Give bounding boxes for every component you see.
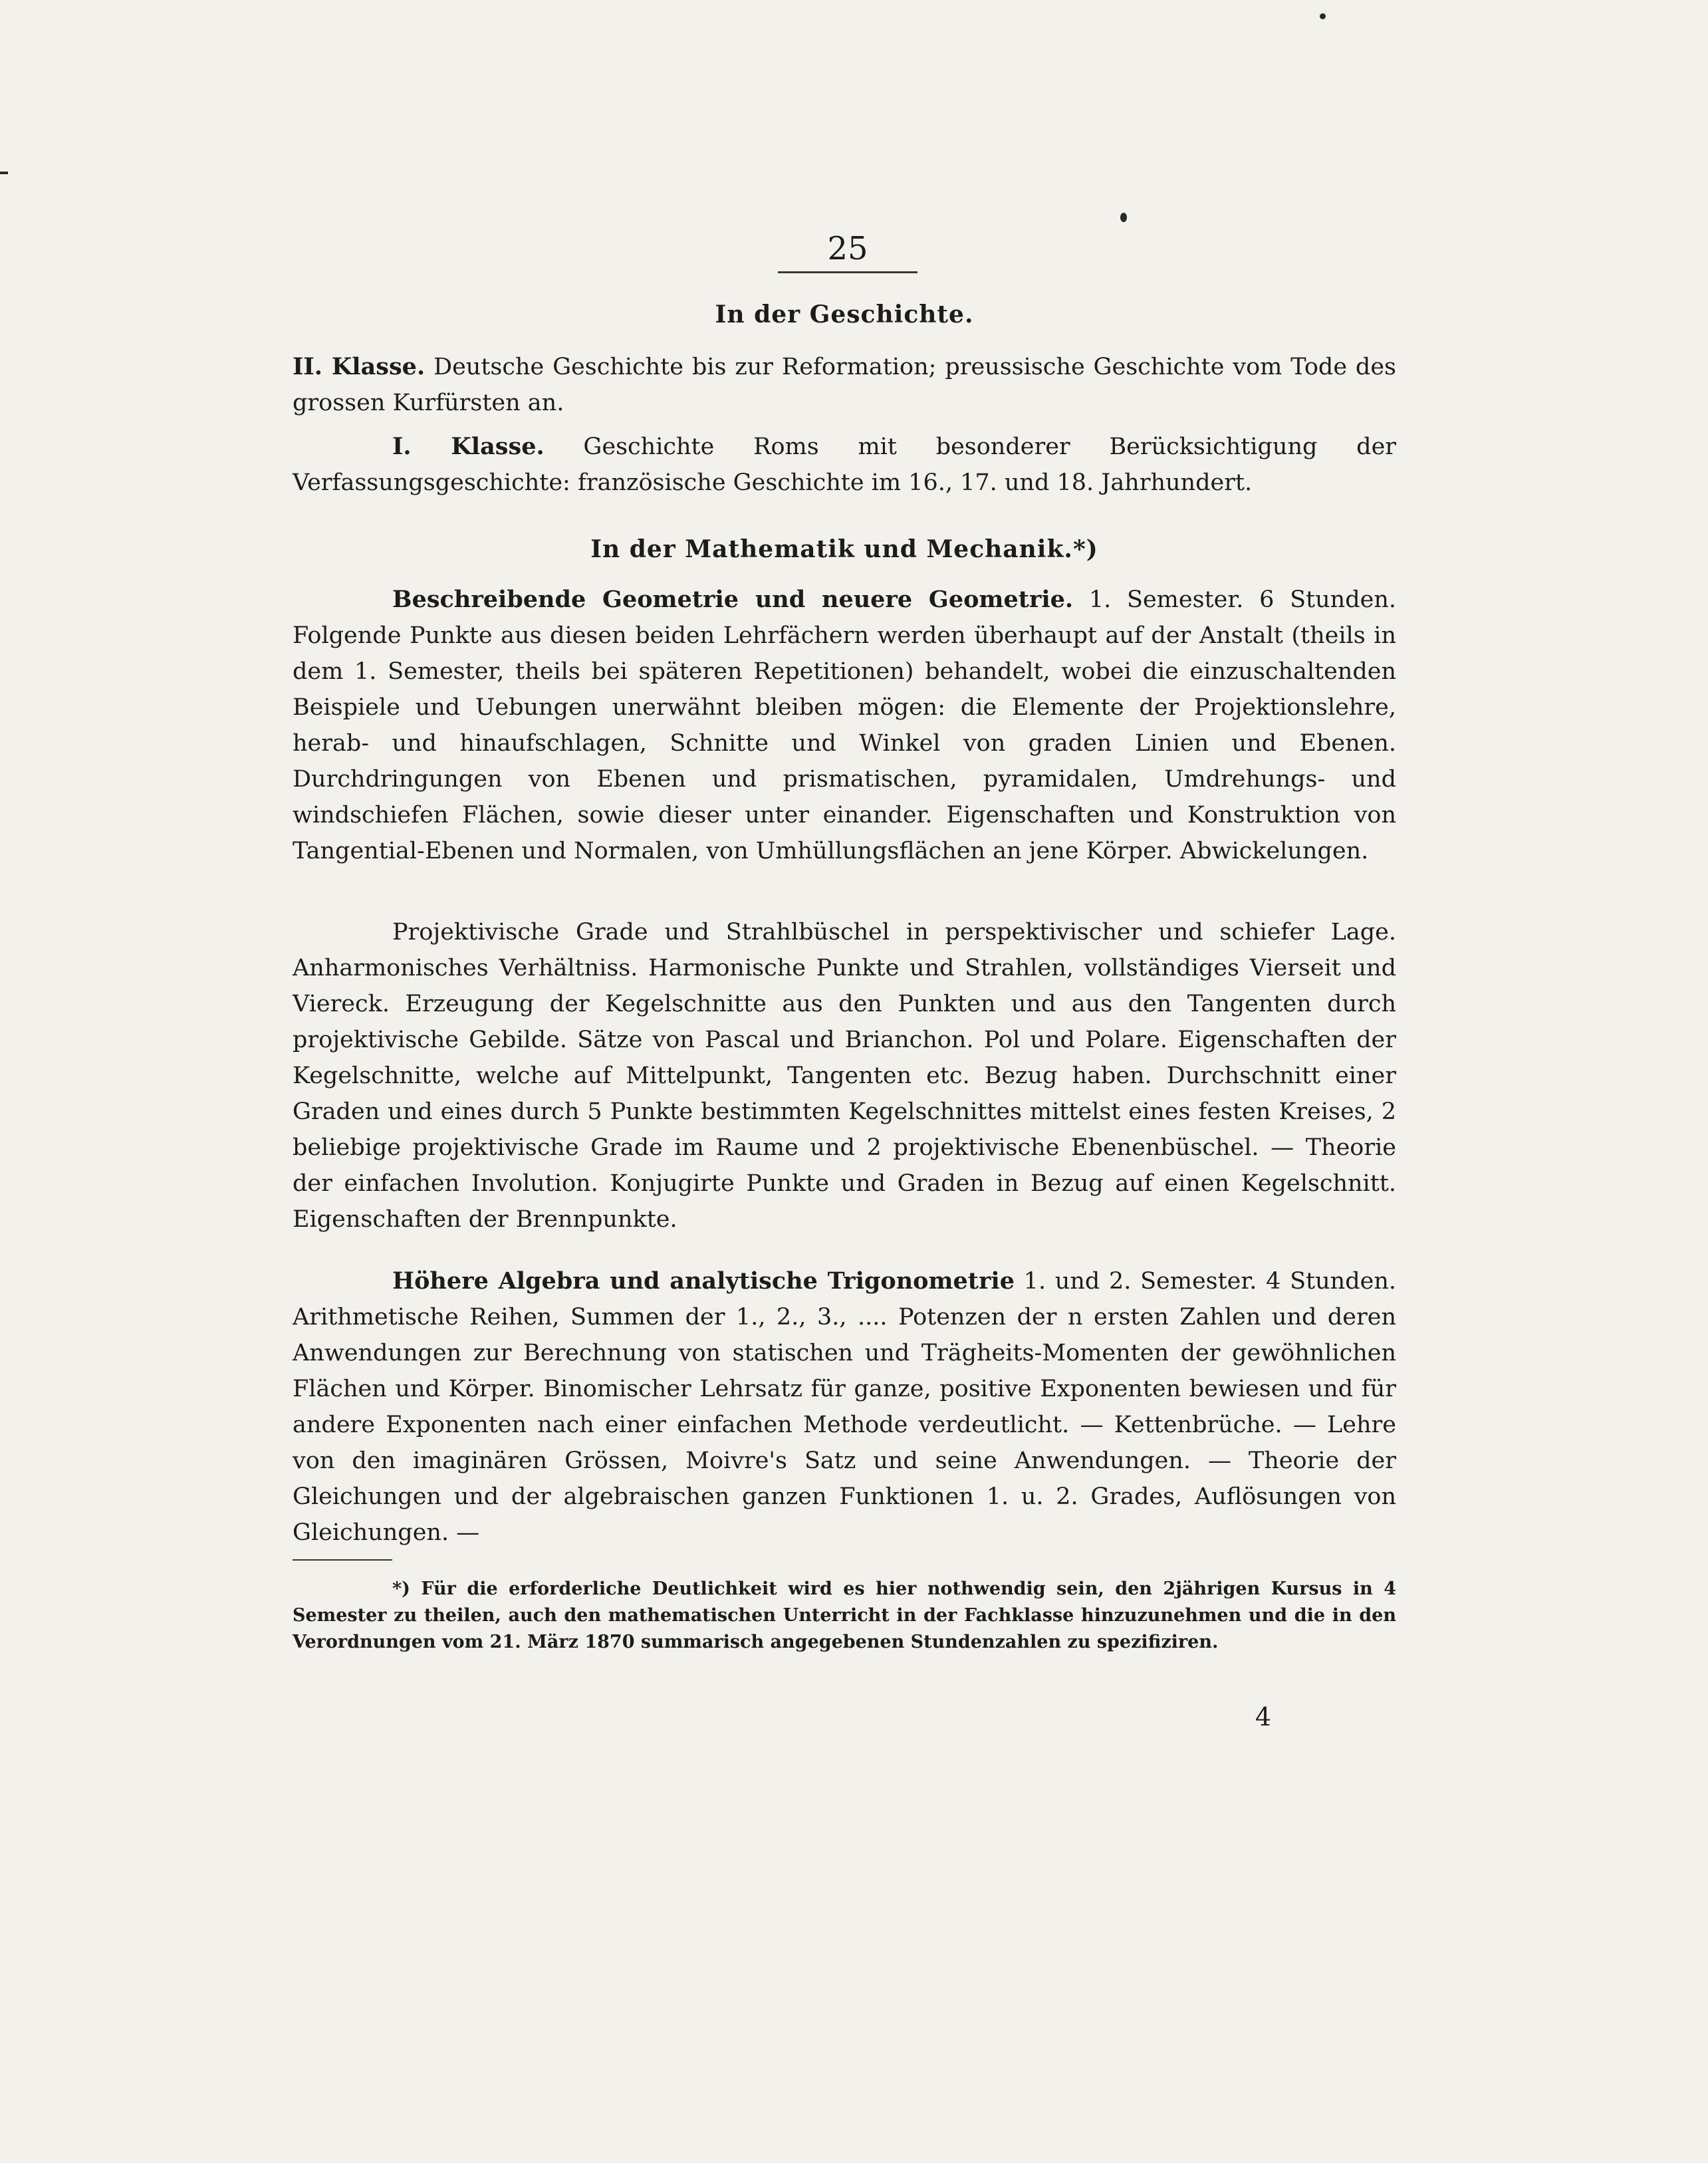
paragraph-klasse-1 (293, 429, 1396, 501)
signature-mark: 4 (1255, 1702, 1272, 1731)
paragraph-text: Deutsche Geschichte bis zur Reformation; preussische Geschichte vom Tode des grossen Kurfürsten an. (293, 354, 1397, 416)
footnote: *) Für die erforderliche Deutlichkeit wird es hier nothwendig sein, den 2jährigen Kursus in 4 Semester zu theilen, auch den mathematischen Unterricht in der Fachklasse hinzuzunehmen und die in den Verordnungen vom 21. März 1870 summarisch angegebenen Stundenzahlen zu spezifiziren. (293, 1579, 1396, 1652)
paragraph-text: Geschichte Roms mit besonderer Berücksichtigung der Verfassungsgeschichte: französische Geschichte im 16., 17. und 18. Jahrhundert. (293, 434, 1397, 496)
paragraph-geometrie (293, 582, 1396, 869)
page-number: 25 (778, 226, 917, 273)
paragraph-text: 1. und 2. Semester. 4 Stunden. Arithmetische Reihen, Summen der 1., 2., 3., .... Potenzen der n ersten Zahlen und deren Anwendungen zur Berechnung von statischen und Trägheits-Momenten der gewöhnlichen Flächen und Körper. Binomischer Lehrsatz für ganze, positive Exponenten bewiesen und für andere Exponenten nach einer einfachen Methode verdeutlicht. — Kettenbrüche. — Lehre von den imaginären Grössen, Moivre's Satz und seine Anwendungen. — Theorie der Gleichungen und der algebraischen ganzen Funktionen 1. u. 2. Grades, Auflösungen von Gleichungen. — (293, 1268, 1396, 1546)
section-heading-mathematik: In der Mathematik und Mechanik.*) (590, 535, 1098, 563)
footnote-rule (293, 1559, 392, 1561)
paragraph-text: 1. Semester. 6 Stunden. Folgende Punkte aus diesen beiden Lehrfächern werden überhaupt auf der Anstalt (theils in dem 1. Semester, theils bei späteren Repetitionen) behandelt, wobei die einzuschaltenden Beispiele und Uebungen unerwähnt bleiben mögen: die Elemente der Projektionslehre, herab- und hinaufschlagen, Schnitte und Winkel von graden Linien und Ebenen. Durchdringungen von Ebenen und prismatischen, pyramidalen, Umdrehungs- und windschiefen Flächen, sowie dieser unter einander. Eigenschaften und Konstruktion von Tangential-Ebenen und Normalen, von Umhüllungsflächen an jene Körper. Abwickelungen. (293, 586, 1396, 864)
paragraph-lead: Höhere Algebra und analytische Trigonometrie (392, 1267, 1015, 1295)
paragraph-lead: Beschreibende Geometrie und neuere Geometrie. (392, 586, 1074, 613)
margin-mark (0, 172, 8, 174)
section-heading-geschichte: In der Geschichte. (715, 301, 974, 328)
paragraph-klasse-2 (293, 349, 1396, 421)
paragraph-projektivische (293, 914, 1396, 1237)
paragraph-lead: II. Klasse. (293, 353, 426, 380)
paragraph-lead: I. Klasse. (392, 433, 545, 460)
paragraph-algebra (293, 1263, 1396, 1551)
speck-mark (1120, 213, 1127, 222)
speck-mark (1320, 13, 1326, 19)
paragraph-text: Projektivische Grade und Strahlbüschel in perspektivischer und schiefer Lage. Anharmonisches Verhältniss. Harmonische Punkte und Strahlen, vollständiges Vierseit und Viereck. Erzeugung der Kegelschnitte aus den Punkten und aus den Tangenten durch projektivische Gebilde. Sätze von Pascal und Brianchon. Pol und Polare. Eigenschaften der Kegelschnitte, welche auf Mittelpunkt, Tangenten etc. Bezug haben. Durchschnitt einer Graden und eines durch 5 Punkte bestimmten Kegelschnittes mittelst eines festen Kreises, 2 beliebige projektivische Grade im Raume und 2 projektivische Ebenenbüschel. — Theorie der einfachen Involution. Konjugirte Punkte und Graden in Bezug auf einen Kegelschnitt. Eigenschaften der Brennpunkte. (293, 919, 1396, 1233)
